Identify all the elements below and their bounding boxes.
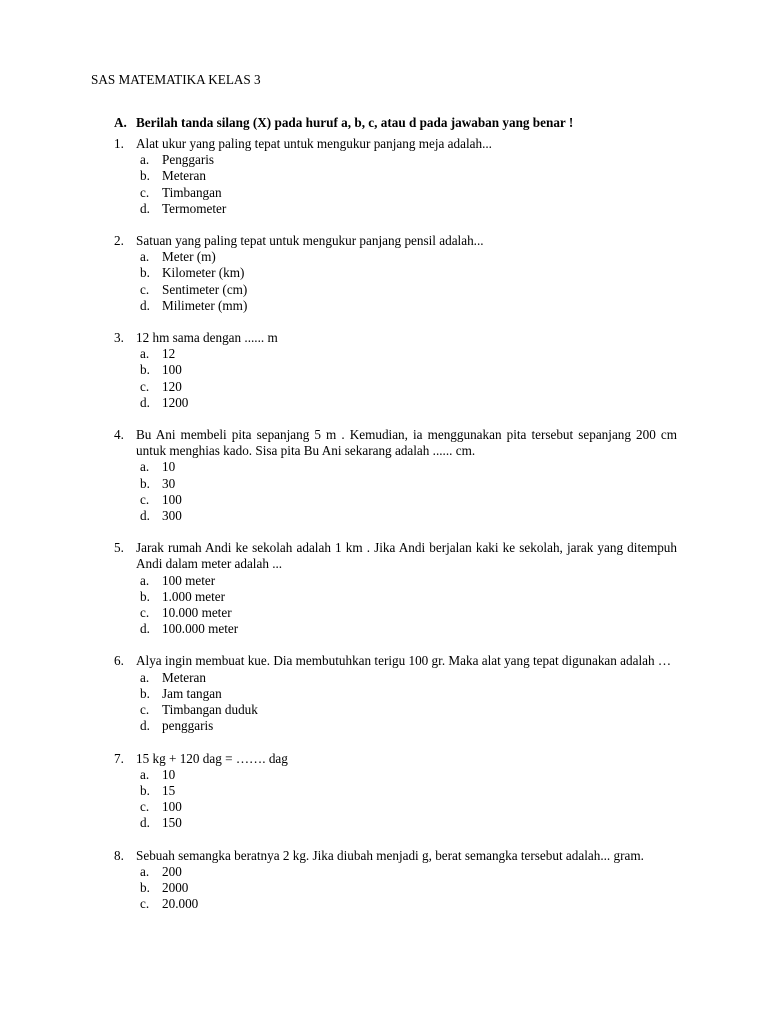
- option-text: penggaris: [162, 718, 214, 734]
- question-text: 15 kg + 120 dag = ……. dag: [136, 750, 288, 766]
- option-text: 30: [162, 475, 176, 491]
- question-item: [114, 233, 677, 314]
- question-number: 4.: [114, 427, 124, 443]
- question-text: 12 hm sama dengan ...... m: [136, 330, 278, 346]
- option-letter: b.: [140, 265, 150, 281]
- option-letter: b.: [140, 362, 150, 378]
- answer-options: [114, 346, 677, 411]
- answer-option[interactable]: [140, 298, 677, 314]
- option-text: 120: [162, 378, 182, 394]
- question-item: [114, 751, 677, 832]
- option-text: Meteran: [162, 168, 206, 184]
- answer-option[interactable]: [140, 896, 677, 912]
- question-row: [114, 848, 677, 864]
- question-row: [114, 136, 677, 152]
- question-text: Bu Ani membeli pita sepanjang 5 m . Kemudian, ia menggunakan pita tersebut sepanjang 200 cm untuk menghias kado. Sisa pita Bu Ani sekarang adalah ...... cm.: [136, 427, 677, 459]
- question-row: [114, 330, 677, 346]
- option-text: 10: [162, 766, 176, 782]
- option-text: 1.000 meter: [162, 588, 225, 604]
- question-item: [114, 848, 677, 913]
- option-letter: c.: [140, 702, 150, 718]
- question-row: [114, 233, 677, 249]
- answer-option[interactable]: [140, 670, 677, 686]
- question-item: [114, 427, 677, 524]
- question-text: Alat ukur yang paling tepat untuk mengukur panjang meja adalah...: [136, 136, 492, 151]
- answer-option[interactable]: [140, 395, 677, 411]
- option-text: Milimeter (mm): [162, 297, 248, 313]
- answer-option[interactable]: [140, 476, 677, 492]
- section-label: A.: [114, 115, 127, 130]
- option-text: 100: [162, 491, 182, 507]
- option-text: 1200: [162, 394, 189, 410]
- question-item: [114, 330, 677, 411]
- answer-option[interactable]: [140, 718, 677, 734]
- option-text: 10: [162, 459, 176, 475]
- answer-options: [114, 864, 677, 913]
- option-letter: d.: [140, 718, 150, 734]
- option-letter: d.: [140, 508, 150, 524]
- question-row: [114, 427, 677, 459]
- document-title: SAS MATEMATIKA KELAS 3: [91, 72, 261, 87]
- option-text: 12: [162, 346, 176, 362]
- answer-option[interactable]: [140, 249, 677, 265]
- question-row: [114, 653, 677, 669]
- answer-option[interactable]: [140, 265, 677, 281]
- option-letter: a.: [140, 863, 150, 879]
- option-letter: c.: [140, 184, 150, 200]
- option-text: Timbangan: [162, 184, 222, 200]
- option-text: Timbangan duduk: [162, 702, 258, 718]
- option-letter: a.: [140, 152, 150, 168]
- option-text: Meter (m): [162, 249, 216, 265]
- option-text: 100.000 meter: [162, 621, 239, 637]
- question-number: 1.: [114, 136, 124, 151]
- option-text: Kilometer (km): [162, 265, 245, 281]
- option-text: 100: [162, 362, 182, 378]
- option-letter: c.: [140, 491, 150, 507]
- option-text: 300: [162, 508, 182, 524]
- answer-option[interactable]: [140, 508, 677, 524]
- option-text: 150: [162, 815, 182, 831]
- option-letter: a.: [140, 766, 150, 782]
- option-text: Sentimeter (cm): [162, 281, 248, 297]
- question-text: Satuan yang paling tepat untuk mengukur panjang pensil adalah...: [136, 233, 484, 249]
- question-text: Sebuah semangka beratnya 2 kg. Jika diubah menjadi g, berat semangka tersebut adalah... gram.: [136, 847, 644, 863]
- option-letter: b.: [140, 168, 150, 184]
- answer-option[interactable]: [140, 152, 677, 168]
- answer-options: [114, 767, 677, 832]
- option-text: 200: [162, 863, 182, 879]
- question-number: 7.: [114, 750, 124, 766]
- answer-option[interactable]: [140, 168, 677, 184]
- question-text: Alya ingin membuat kue. Dia membutuhkan terigu 100 gr. Maka alat yang tepat digunakan adalah …: [136, 653, 672, 669]
- option-text: 10.000 meter: [162, 605, 232, 621]
- option-letter: b.: [140, 475, 150, 491]
- answer-option[interactable]: [140, 362, 677, 378]
- answer-option[interactable]: [140, 621, 677, 637]
- option-letter: b.: [140, 782, 150, 798]
- question-text: Jarak rumah Andi ke sekolah adalah 1 km . Jika Andi berjalan kaki ke sekolah, jarak yang ditempuh Andi dalam meter adalah ...: [136, 540, 677, 572]
- option-letter: a.: [140, 459, 150, 475]
- answer-option[interactable]: [140, 686, 677, 702]
- option-letter: a.: [140, 249, 150, 265]
- question-number: 2.: [114, 233, 124, 249]
- option-letter: b.: [140, 879, 150, 895]
- answer-option[interactable]: [140, 605, 677, 621]
- section-instruction: [114, 115, 573, 131]
- answer-option[interactable]: [140, 573, 677, 589]
- answer-option[interactable]: [140, 282, 677, 298]
- answer-options: [114, 459, 677, 524]
- answer-option[interactable]: [140, 589, 677, 605]
- question-number: 3.: [114, 330, 124, 346]
- answer-options: [114, 249, 677, 314]
- option-letter: b.: [140, 685, 150, 701]
- question-item: [114, 653, 677, 734]
- option-text: Termometer: [162, 200, 227, 216]
- answer-option[interactable]: [140, 767, 677, 783]
- option-letter: d.: [140, 815, 150, 831]
- section-instruction-text: Berilah tanda silang (X) pada huruf a, b, c, atau d pada jawaban yang benar !: [136, 115, 574, 130]
- answer-options: [114, 573, 677, 638]
- answer-option[interactable]: [140, 783, 677, 799]
- option-text: 15: [162, 782, 176, 798]
- option-letter: c.: [140, 378, 150, 394]
- answer-options: [114, 670, 677, 735]
- option-letter: d.: [140, 394, 150, 410]
- option-text: Penggaris: [162, 152, 215, 168]
- option-letter: b.: [140, 588, 150, 604]
- option-letter: c.: [140, 799, 150, 815]
- option-letter: a.: [140, 572, 150, 588]
- option-letter: d.: [140, 200, 150, 216]
- question-row: [114, 751, 677, 767]
- question-number: 6.: [114, 653, 124, 669]
- question-item: [114, 136, 677, 217]
- answer-option[interactable]: [140, 346, 677, 362]
- option-text: Meteran: [162, 669, 206, 685]
- answer-option[interactable]: [140, 201, 677, 217]
- question-item: [114, 540, 677, 637]
- option-text: 2000: [162, 879, 189, 895]
- option-letter: d.: [140, 297, 150, 313]
- answer-options: [114, 152, 677, 217]
- question-number: 5.: [114, 540, 124, 556]
- answer-option[interactable]: [140, 459, 677, 475]
- answer-option[interactable]: [140, 702, 677, 718]
- option-letter: a.: [140, 669, 150, 685]
- answer-option[interactable]: [140, 492, 677, 508]
- option-text: 100 meter: [162, 572, 216, 588]
- answer-option[interactable]: [140, 815, 677, 831]
- answer-option[interactable]: [140, 379, 677, 395]
- option-letter: a.: [140, 346, 150, 362]
- question-list: [114, 136, 677, 928]
- option-letter: d.: [140, 621, 150, 637]
- option-letter: c.: [140, 605, 150, 621]
- option-text: Jam tangan: [162, 685, 222, 701]
- question-number: 8.: [114, 847, 124, 863]
- option-text: 100: [162, 799, 182, 815]
- answer-option[interactable]: [140, 880, 677, 896]
- answer-option[interactable]: [140, 185, 677, 201]
- option-text: 20.000: [162, 896, 199, 912]
- answer-option[interactable]: [140, 864, 677, 880]
- answer-option[interactable]: [140, 799, 677, 815]
- option-letter: c.: [140, 281, 150, 297]
- option-letter: c.: [140, 896, 150, 912]
- question-row: [114, 540, 677, 572]
